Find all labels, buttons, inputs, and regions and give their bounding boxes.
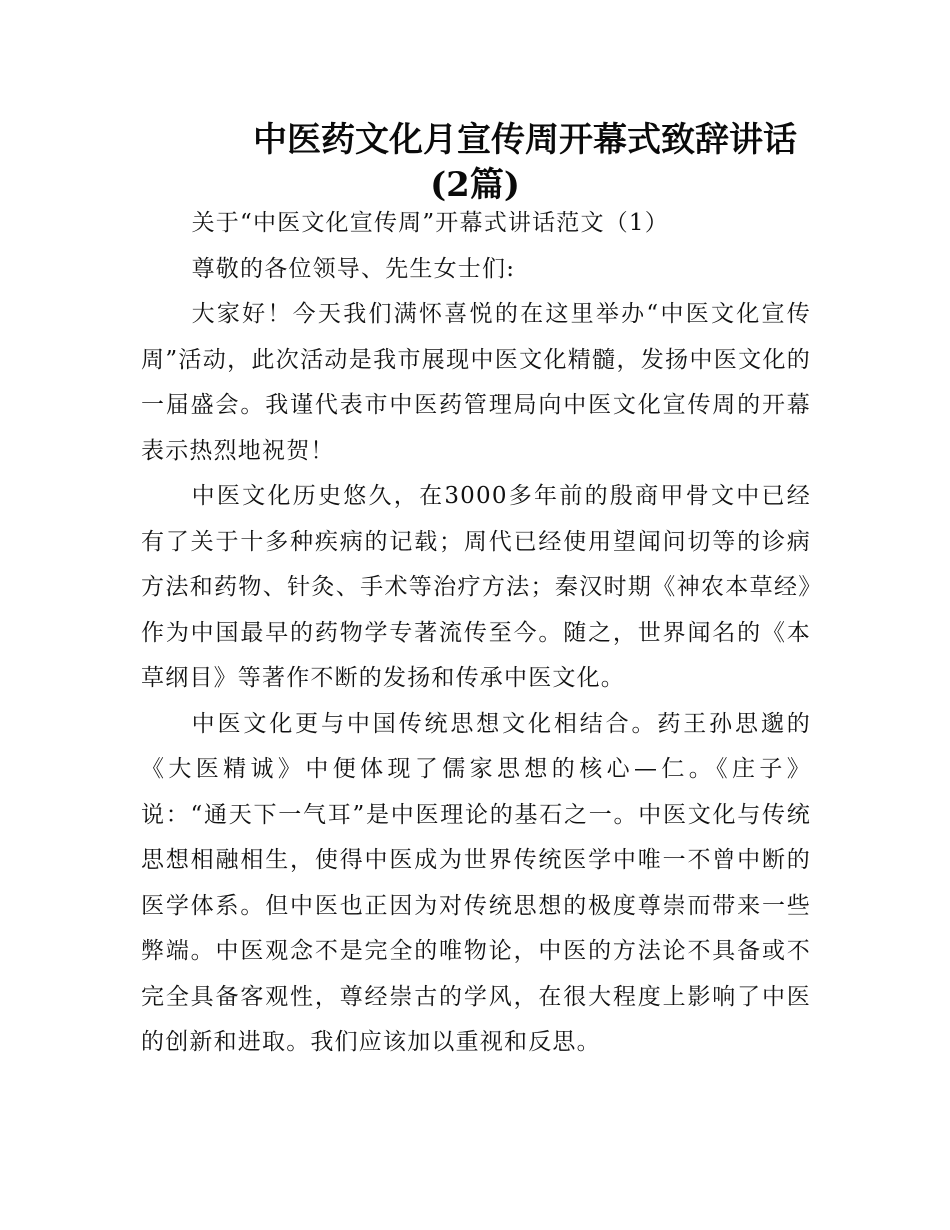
document-body <box>141 201 811 1066</box>
paragraph: 中医文化历史悠久，在3000多年前的殷商甲骨文中已经有了关于十多种疾病的记载；周代已经使用望闻问切等的诊病方法和药物、针灸、手术等治疗方法；秦汉时期《神农本草经》作为中国最早的药物学专著流传至今。随之，世界闻名的《本草纲目》等著作不断的发扬和传承中医文化。 <box>141 483 811 691</box>
paragraph: 中医文化更与中国传统思想文化相结合。药王孙思邈的《大医精诚》中便体现了儒家思想的核心—仁。《庄子》说：“通天下一气耳”是中医理论的基石之一。中医文化与传统思想相融相生，使得中医成为世界传统医学中唯一不曾中断的医学体系。但中医也正因为对传统思想的极度尊崇而带来一些弊端。中医观念不是完全的唯物论，中医的方法论不具备或不完全具备客观性，尊经崇古的学风，在很大程度上影响了中医的创新和进取。我们应该加以重视和反思。 <box>141 710 811 1055</box>
paragraph-salutation: 尊敬的各位领导、先生女士们: <box>191 255 516 282</box>
document-title: 中医药文化月宣传周开幕式致辞讲话 <box>253 120 797 160</box>
paragraph-heading: 关于“中医文化宣传周”开幕式讲话范文（1） <box>191 210 669 236</box>
paragraph: 大家好！今天我们满怀喜悦的在这里举办“中医文化宣传周”活动，此次活动是我市展现中医文化精髓，发扬中医文化的一届盛会。我谨代表市中医药管理局向中医文化宣传周的开幕表示热烈地祝贺！ <box>141 301 811 464</box>
document-title-subtitle: (2篇) <box>430 165 520 205</box>
